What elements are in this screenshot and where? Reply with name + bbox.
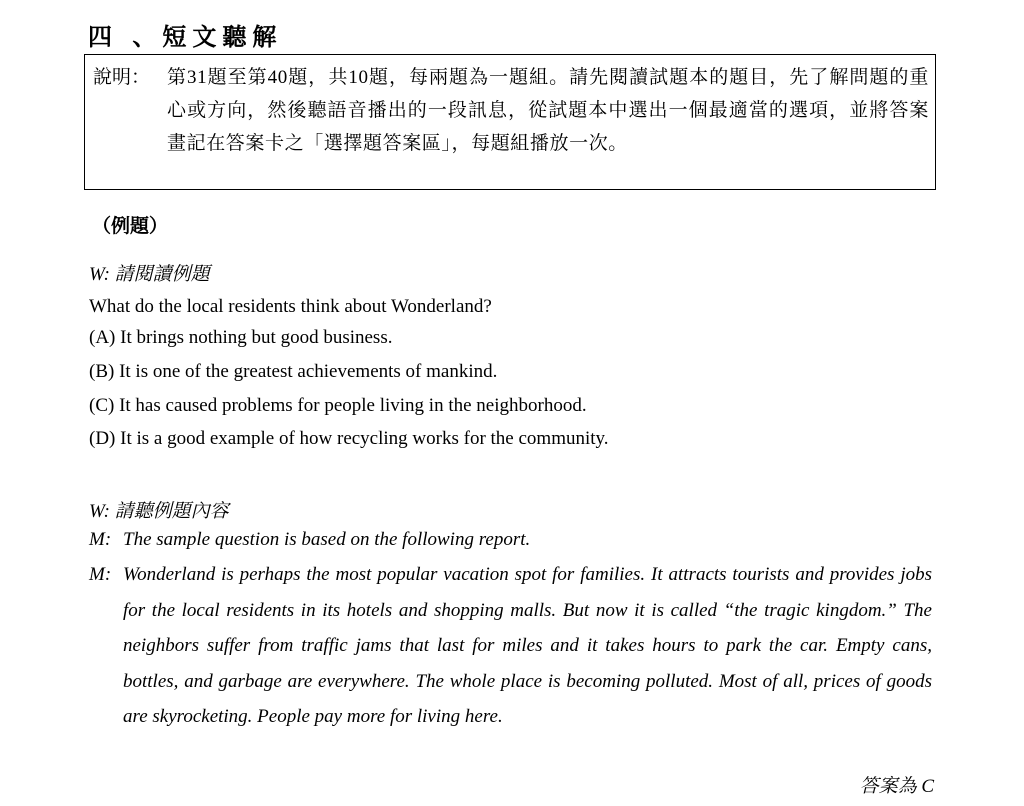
report-paragraph (89, 557, 932, 735)
option-d: (D) It is a good example of how recycling works for the community. (89, 428, 609, 449)
intro-text: The sample question is based on the following report. (123, 529, 531, 550)
intro-line (89, 522, 932, 558)
answer-key: 答案為 C (859, 776, 934, 797)
section-title: 四 、短文聽解 (88, 23, 283, 51)
read-prompt: W: 請閱讀例題 (89, 264, 210, 285)
instructions-box (84, 54, 936, 190)
question-text: What do the local residents think about Wonderland? (89, 296, 492, 317)
example-title: （例題） (92, 216, 169, 237)
option-b: (B) It is one of the greatest achievements of mankind. (89, 361, 498, 382)
option-a: (A) It brings nothing but good business. (89, 327, 393, 348)
instructions-text: 第31題至第40題，共10題，每兩題為一題組。請先閱讀試題本的題目，先了解問題的重心或方向，然後聽語音播出的一段訊息，從試題本中選出一個最適當的選項，並將答案畫記在答案卡之「選擇題答案區」，每題組播放一次。 (167, 67, 929, 154)
speaker-tag: M: (89, 529, 112, 550)
instructions-label: 說明： (93, 67, 151, 88)
speaker-tag: M: (89, 564, 112, 585)
option-c: (C) It has caused problems for people living in the neighborhood. (89, 395, 587, 416)
report-text: Wonderland is perhaps the most popular vacation spot for families. It attracts tourists and provides jobs for the local residents in its hotels and shopping malls. But now it is called “the tragic kingdom.” The neighbors suffer from traffic jams that last for miles and it takes hours to park the car. Empty cans, bottles, and garbage are everywhere. The whole place is becoming polluted. Most of all, prices of goods are skyrocketing. People pay more for living here. (123, 564, 932, 727)
listen-prompt: W: 請聽例題內容 (89, 501, 229, 522)
